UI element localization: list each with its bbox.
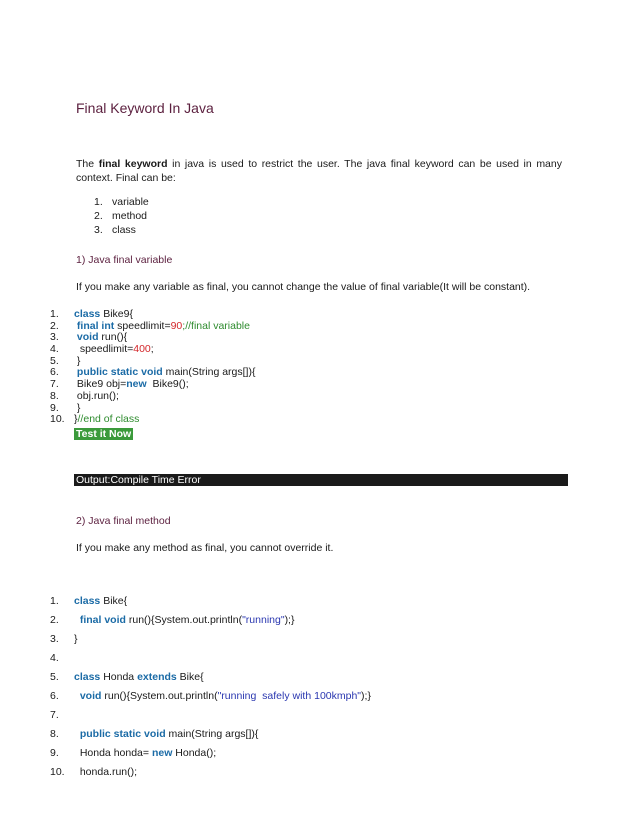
code-line: 3. } xyxy=(50,633,78,645)
section1-heading: 1) Java final variable xyxy=(76,254,173,266)
code-line: 8. obj.run(); xyxy=(50,389,119,402)
code-line: 5. class Honda extends Bike{ xyxy=(50,671,204,683)
intro-text-2: in java is used to restrict the user. The java final keyword can be used in many context. Final can be: xyxy=(76,158,562,184)
uses-list xyxy=(94,195,149,237)
section2-desc: If you make any method as final, you cannot override it. xyxy=(76,542,334,554)
intro-bold: final keyword xyxy=(98,158,168,170)
code-line: 7. xyxy=(50,709,59,721)
code-block-2 xyxy=(50,592,371,782)
code-line: 5. } xyxy=(50,354,81,367)
section1-desc: If you make any variable as final, you cannot change the value of final variable(It will be constant). xyxy=(76,281,531,293)
code-block-1 xyxy=(50,309,255,426)
list-item: 1. variable xyxy=(94,196,149,208)
code-line: 3. void run(){ xyxy=(50,331,128,344)
list-item: 3. class xyxy=(94,224,136,236)
code-line: 4. speedlimit=400; xyxy=(50,343,154,356)
code-line: 2. final int speedlimit=90;//final variable xyxy=(50,319,250,332)
code-line: 1. class Bike9{ xyxy=(50,308,133,320)
output-bar: Output:Compile Time Error xyxy=(74,474,568,486)
code-line: 1. class Bike{ xyxy=(50,595,128,607)
page-title: Final Keyword In Java xyxy=(76,100,214,116)
test-it-now-button[interactable]: Test it Now xyxy=(76,428,132,440)
intro-text-1: The xyxy=(76,158,99,170)
code-line: 10. }//end of class xyxy=(50,413,140,426)
code-line: 4. xyxy=(50,652,59,664)
code-line: 7. Bike9 obj=new Bike9(); xyxy=(50,378,189,391)
code-line: 8. public static void main(String args[]){ xyxy=(50,728,259,740)
code-line: 9. } xyxy=(50,401,81,414)
code-line: 9. Honda honda= new Honda(); xyxy=(50,747,217,759)
list-item: 2. method xyxy=(94,210,148,222)
section2-heading: 2) Java final method xyxy=(76,515,171,527)
code-line: 10. honda.run(); xyxy=(50,766,138,778)
intro-paragraph xyxy=(76,157,562,185)
code-line: 6. void run(){System.out.println("running safely with 100kmph");} xyxy=(50,690,371,702)
code-line: 6. public static void main(String args[]){ xyxy=(50,366,256,379)
code-line: 2. final void run(){System.out.println("running");} xyxy=(50,614,295,626)
